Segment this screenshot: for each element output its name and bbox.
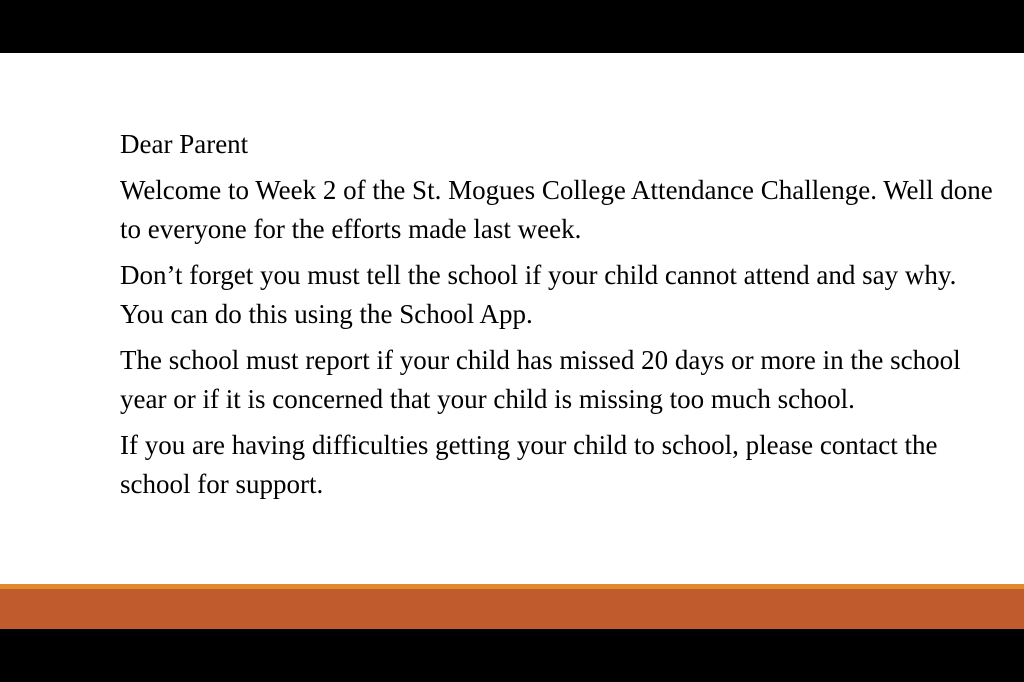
paragraph-support: If you are having difficulties getting your child to school, please contact the school for support.	[120, 430, 938, 499]
footer-accent-band	[0, 589, 1024, 629]
letterbox-top	[0, 0, 1024, 53]
letterbox-bottom	[0, 629, 1024, 682]
letter-body	[120, 125, 1000, 511]
paragraph-welcome: Welcome to Week 2 of the St. Mogues College Attendance Challenge. Well done to everyone for the efforts made last week.	[120, 175, 993, 244]
paragraph-reporting: The school must report if your child has missed 20 days or more in the school year or if it is concerned that your child is missing too much school.	[120, 345, 961, 414]
slide	[0, 53, 1024, 629]
paragraph-absence-notice: Don’t forget you must tell the school if your child cannot attend and say why. You can do this using the School App.	[120, 260, 957, 329]
salutation: Dear Parent	[120, 129, 249, 159]
